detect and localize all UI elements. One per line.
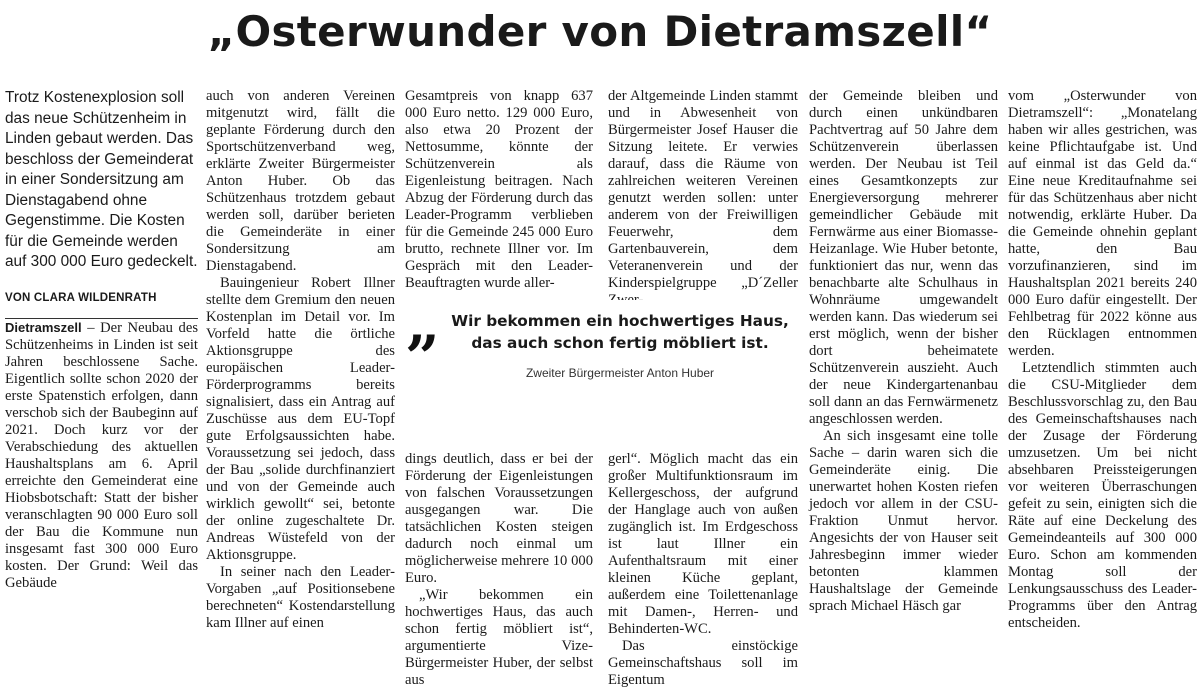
body-paragraph: Bauingenieur Robert Illner stellte dem Gremium den neuen Kostenplan im Detail vor. Im Vorfeld hatte die örtliche Aktionsgruppe des europäischen Leader-Förderprogramms bereits signalisiert, dass ein Antrag auf Zuschüsse aus dem EU-Topf gute Erfolgsaussichten habe. Voraussetzung sei jedoch, dass der Bau „solide durchfinanziert und von der Gemeinde auch wirklich gewollt“ sei, betonte der online zugeschaltete Dr. Andreas Wüstefeld von der Aktionsgruppe.	[206, 275, 395, 563]
body-paragraph: An sich insgesamt eine tolle Sache – darin waren sich die Gemeinderäte einig. Die unerwartet hohen Kosten riefen jedoch vor allem in der CSU-Fraktion Unmut hervor. Angesichts der von Hauser seit Jahresbeginn immer wieder betonten klammen Haushaltslage der Gemeinde sprach Michael Häsch gar	[809, 428, 998, 614]
body-paragraph: Letztendlich stimmten auch die CSU-Mitglieder dem Beschlussvorschlag zu, den Bau des Gemeinschaftshauses nach der Zusage der Förderung umzusetzen. Um bei nicht absehbaren Preissteigerungen vor weiteren Überraschungen gefeit zu sein, einigten sich die Räte auf eine Deckelung des Gemeindeanteils auf 300 000 Euro. Schon am kommenden Montag soll der Lenkungsausschuss des Leader-Programms über den Antrag entscheiden.	[1008, 360, 1197, 631]
quote-mark-icon: „	[406, 289, 441, 359]
body-paragraph: der Altgemeinde Linden stammt und in Abwesenheit von Bürgermeister Josef Hauser die Sitzung leitete. Er verwies darauf, dass die Räume von zahlreichen weiteren Vereinen genutzt werden sollen: unter anderem von der Freiwilligen Feuerwehr, dem Gartenbauverein, dem Veteranenverein und der Kinderspielgruppe „D´Zeller	[608, 88, 798, 291]
body-paragraph: auch von anderen Vereinen mitgenutzt wird, fällt die geplante Förderung durch den Sportschützenverband weg, erklärte Zweiter Bürgermeister Anton Huber. Ob das Schützenhaus trotzdem gebaut werden soll, darüber berieten die Gemeinderäte in einer Sondersitzung am Dienstagabend.	[206, 88, 395, 274]
headline: „Osterwunder von Dietramszell“	[207, 7, 993, 56]
column-4-lower	[608, 451, 798, 689]
body-text: – Der Neubau des Schützenheims in Linden ist seit Jahren beschlossene Sache. Eigentlich sollte schon 2020 der erste Spatenstich erfolgen, dann verschob sich der Baubeginn auf 2021. Doch kurz vor der Verabschiedung des aktuellen Haushaltsplans am 6. April erreichte den Gemeinderat eine Hiobsbotschaft: Statt der bisher veranschlagten 90 000 Euro soll der Bau die Kommune nun insgesamt fast 300 000 Euro kosten. Der Grund: Weil das Gebäude	[5, 319, 198, 591]
column-3	[405, 88, 593, 292]
column-4	[608, 88, 798, 309]
body-paragraph: „Wir bekommen ein hochwertiges Haus, das auch schon fertig möbliert ist“, argumentierte Vize-Bürgermeister Huber, der selbst aus	[405, 587, 593, 688]
body-paragraph: der Gemeinde bleiben und durch einen unkündbaren Pachtvertrag auf 50 Jahre dem Schützenverein überlassen werden. Der Neubau ist Teil eines Gesamtkonzepts zur Energieversorgung mehrerer gemeindlicher Gebäude mit Fernwärme aus einer Biomasse-Heizanlage. Wie Huber betonte, funktioniert das nur, wenn das benachbarte alte Schulhaus in Wohnräume umgewandelt werden kann. Das wiederum sei erst möglich, wenn der bisher dort beheimatete Schützenverein auszieht. Auch der neue Kindergartenanbau soll dann an das Fernwärmenetz angeschlossen werden.	[809, 88, 998, 427]
body-paragraph: Gesamtpreis von knapp 637 000 Euro netto. 129 000 Euro, also etwa 20 Prozent der Nettosumme, könnte der Schützenverein als Eigenleistung beitragen. Nach Abzug der Förderung durch das Leader-Programm verblieben für die Gemeinde 245 000 Euro brutto, rechnete Illner vor. Im Gespräch mit den Leader-Beauftragten wurde aller-	[405, 88, 593, 291]
pull-quote-text: Wir bekommen ein hochwertiges Haus, das auch schon fertig möbliert ist.	[451, 312, 789, 352]
byline: VON CLARA WILDENRATH	[5, 290, 198, 319]
body-paragraph: Das einstöckige Gemeinschaftshaus soll im Eigentum	[608, 638, 798, 688]
column-6	[1008, 88, 1197, 632]
body-paragraph: gerl“. Möglich macht das ein großer Multifunktionsraum im Kellergeschoss, der aufgrund der Hanglage auch von außen zugänglich ist. Im Erdgeschoss ist laut Illner ein Aufenthaltsraum mit einer kleinen Küche geplant, außerdem eine Toilettenanlage mit Damen-, Herren- und Behinderten-WC.	[608, 451, 798, 637]
lead-paragraph: Trotz Kostenexplosion soll das neue Schützenheim in Linden gebaut werden. Das beschloss der Gemeinderat in einer Sondersitzung am Dienstagabend ohne Gegenstimme. Die Kosten für die Gemeinde werden auf 300 000 Euro gedeckelt.	[5, 89, 198, 270]
column-2	[206, 88, 395, 632]
column-1	[5, 88, 198, 592]
body-paragraph: vom „Osterwunder von Dietramszell“: „Monatelang haben wir alles gestrichen, was keine Pflichtaufgabe ist. Und auf einmal ist das Geld da.“ Eine neue Kreditaufnahme sei für das Schützenhaus aber nicht notwendig, erklärte Huber. Da die Gemeinde ohnehin geplant hatte, den Bau vorzufinanzieren, sind im Haushaltsplan 2021 bereits 240 000 Euro dafür eingestellt. Der Fehlbetrag für 2022 könne aus den Rücklagen entnommen werden.	[1008, 88, 1197, 359]
column-5	[809, 88, 998, 615]
body-paragraph: In seiner nach den Leader-Vorgaben „auf Positionsebene berechneten“ Kostendarstellung kam Illner auf einen	[206, 564, 395, 631]
body-paragraph: dings deutlich, dass er bei der Förderung der Eigenleistungen von falschen Voraussetzungen ausgegangen war. Die tatsächlichen Kosten steigen dadurch noch einmal um möglicherweise mehrere 10 000 Euro.	[405, 451, 593, 586]
body-paragraph	[5, 319, 198, 592]
pull-quote-author: Zweiter Bürgermeister Anton Huber	[525, 366, 715, 380]
dateline: Dietramszell	[5, 319, 82, 335]
column-3-lower	[405, 451, 593, 689]
pull-quote	[400, 289, 803, 395]
